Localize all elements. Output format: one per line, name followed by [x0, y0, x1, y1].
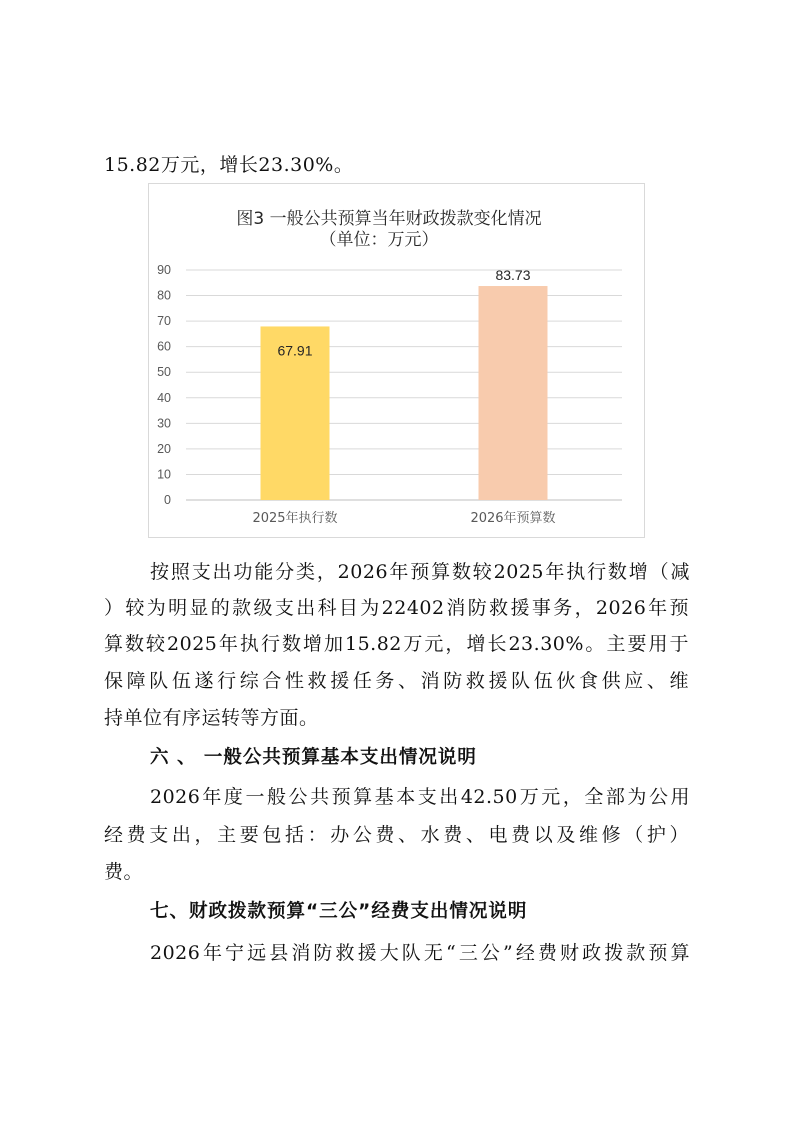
para2-line-2: 经费支出，主要包括：办公费、水费、电费以及维修（护） [104, 824, 689, 846]
bar-2 [479, 286, 548, 500]
x-axis [252, 510, 555, 526]
data-label-1: 67.91 [277, 342, 313, 359]
section-heading-6: 六 、 一般公共预算基本支出情况说明 [150, 747, 477, 768]
bar-chart [149, 184, 644, 537]
y-tick-label: 80 [157, 288, 171, 303]
y-tick-label: 20 [157, 441, 171, 456]
top-line: 15.82万元，增长23.30%。 [104, 154, 354, 176]
y-axis [157, 263, 171, 507]
para2-line-1: 2026年度一般公共预算基本支出42.50万元，全部为公用 [150, 786, 690, 808]
y-tick-label: 60 [157, 339, 171, 354]
x-tick-label-1: 2025年执行数 [252, 511, 338, 526]
y-tick-label: 40 [157, 390, 171, 405]
x-tick-label-2: 2026年预算数 [470, 511, 556, 526]
y-tick-label: 30 [157, 416, 171, 431]
chart-title: 图3 一般公共预算当年财政拨款变化情况 [236, 209, 542, 229]
para1-line-5: 持单位有序运转等方面。 [104, 707, 319, 729]
y-tick-label: 10 [157, 467, 171, 482]
y-tick-label: 50 [157, 365, 171, 380]
para1-line-3: 算数较2025年执行数增加15.82万元，增长23.30%。主要用于 [104, 633, 689, 655]
y-tick-label: 0 [164, 493, 171, 507]
data-label-2: 83.73 [495, 267, 531, 284]
y-tick-label: 90 [157, 263, 171, 277]
bars [261, 267, 548, 500]
para1-line-2: ）较为明显的款级支出科目为22402消防救援事务，2026年预 [104, 597, 689, 619]
chart-frame [148, 183, 645, 538]
chart-subtitle: （单位：万元） [319, 230, 439, 250]
y-tick-label: 70 [157, 314, 171, 329]
section-heading-7: 七、财政拨款预算“三公”经费支出情况说明 [150, 901, 528, 922]
para1-line-4: 保障队伍遂行综合性救援任务、消防救援队伍伙食供应、维 [104, 670, 689, 692]
gridlines [186, 270, 622, 500]
para3-line-1: 2026年宁远县消防救援大队无“三公”经费财政拨款预算 [150, 942, 690, 964]
para1-line-1: 按照支出功能分类，2026年预算数较2025年执行数增（减 [150, 561, 690, 583]
para2-line-3: 费。 [104, 861, 144, 883]
